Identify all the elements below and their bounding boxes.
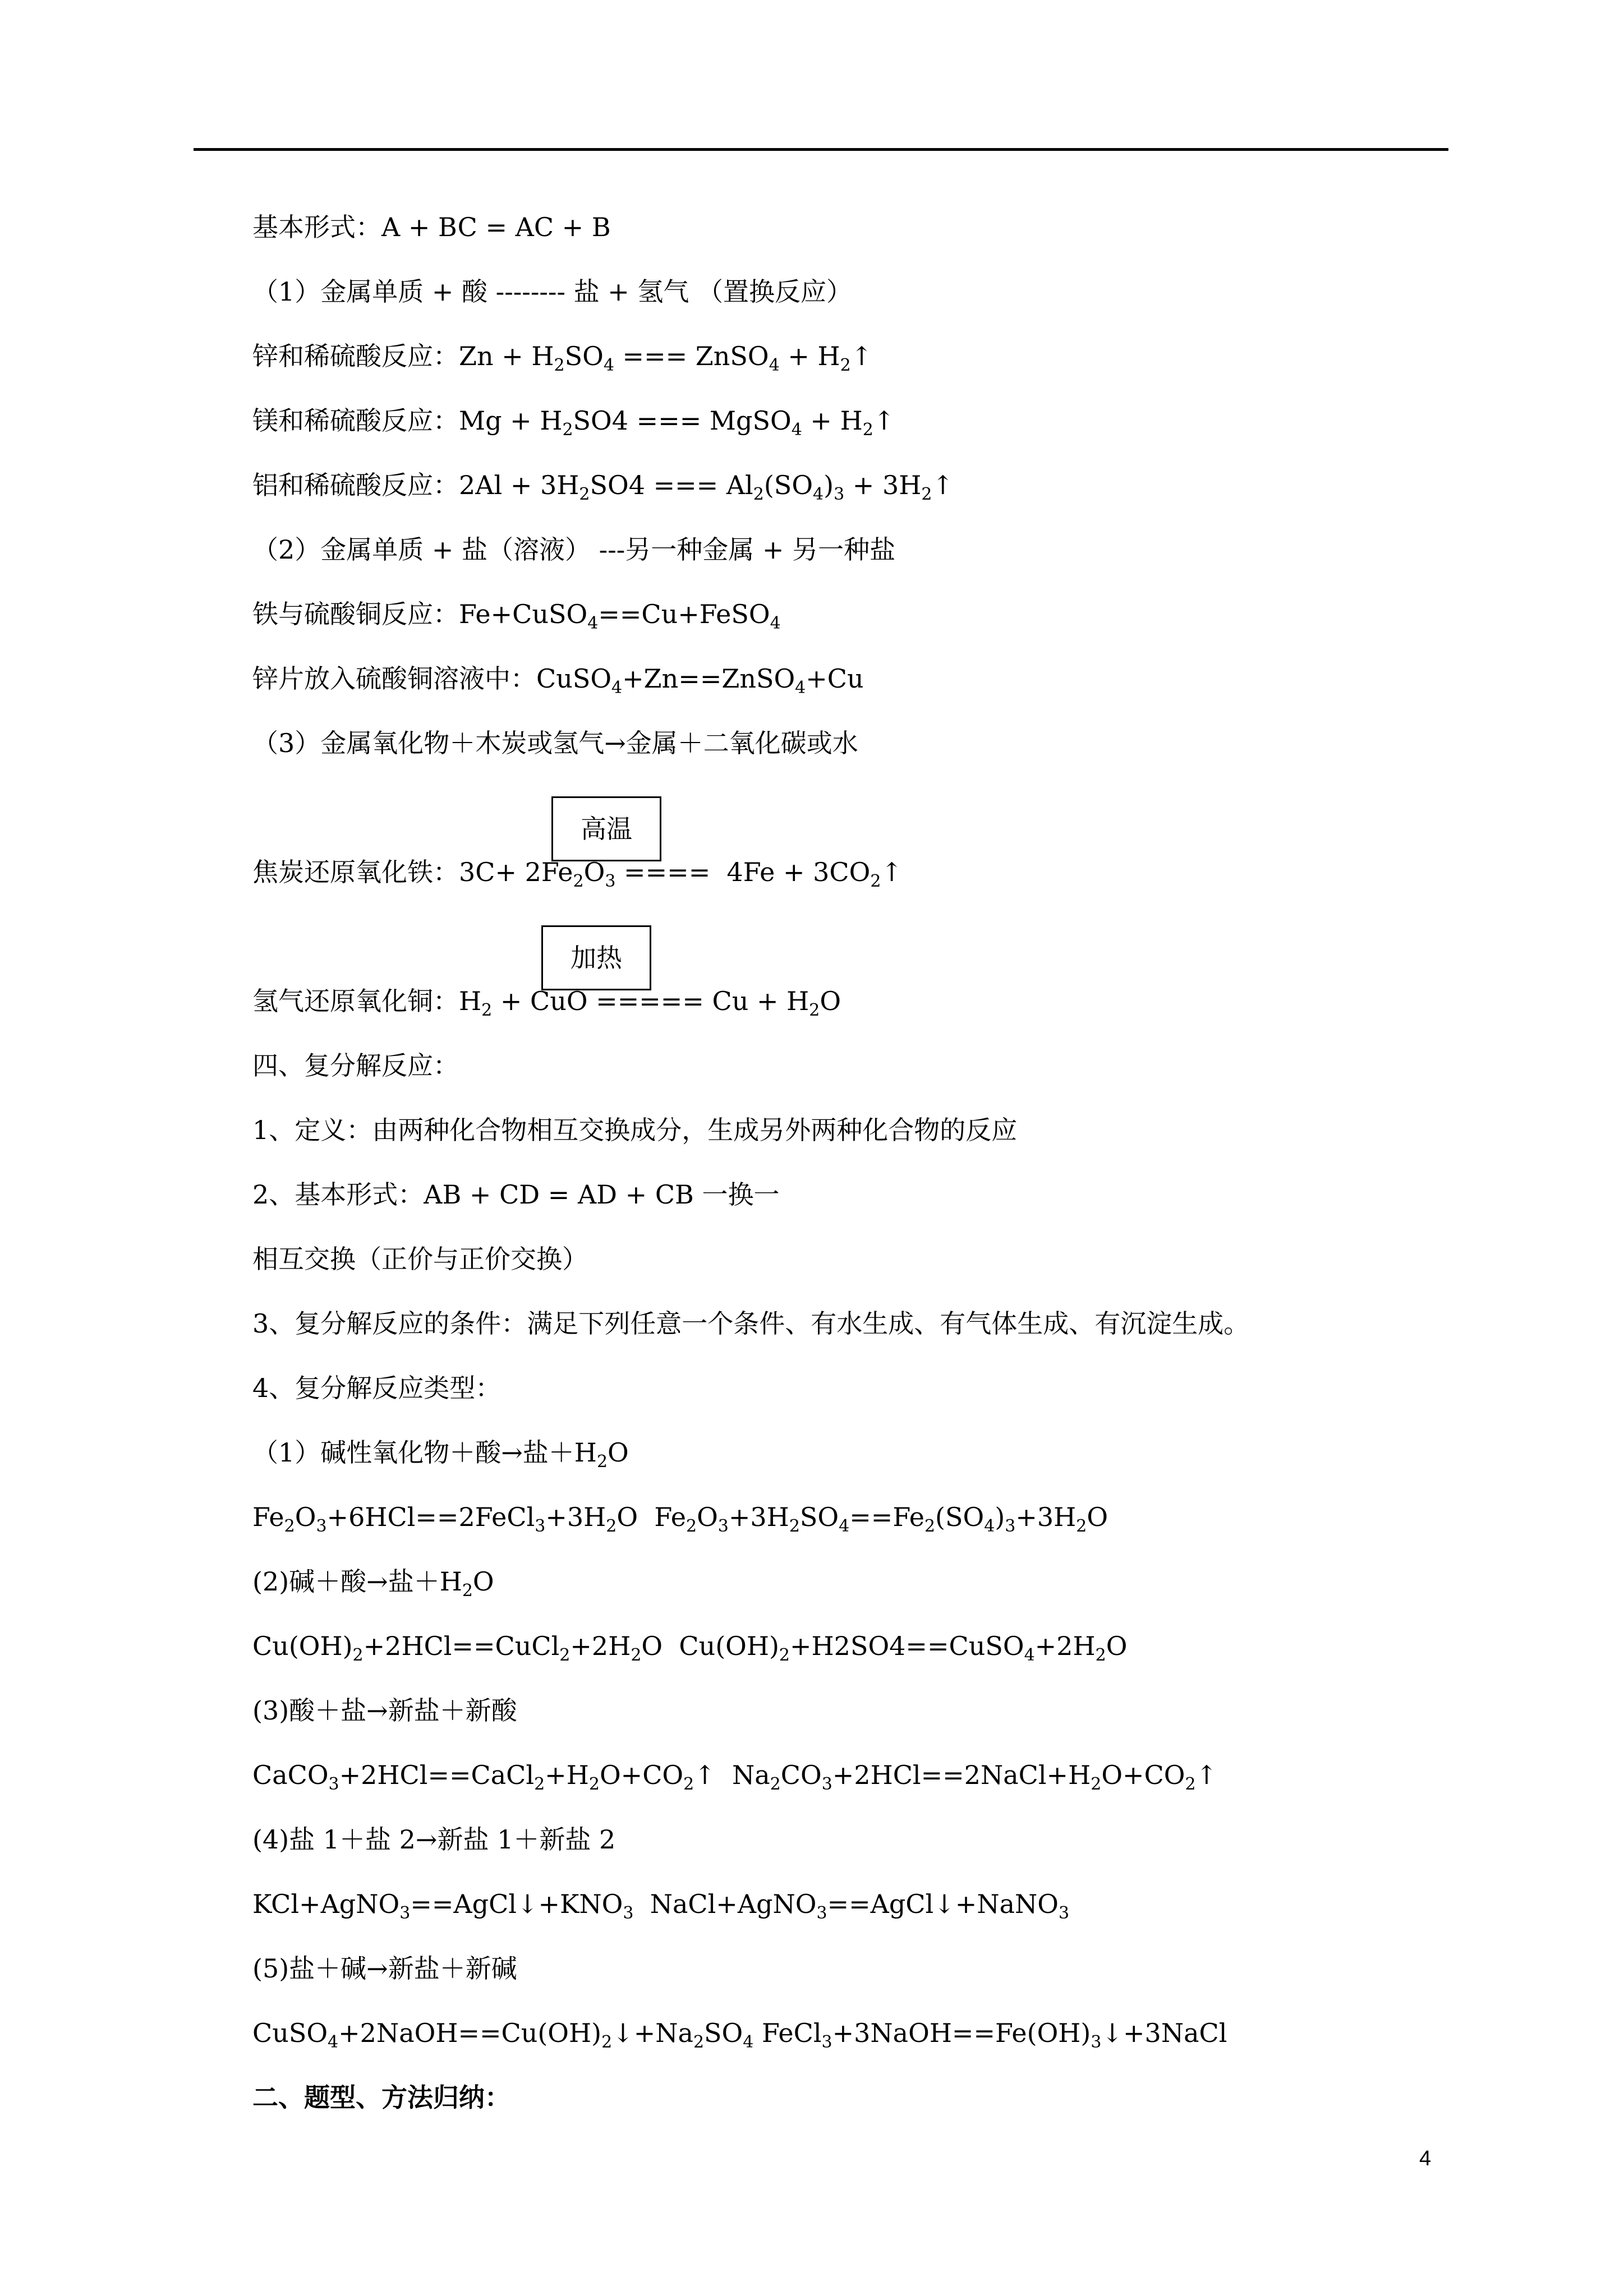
text-segment: 2、基本形式：AB + CD = AD + CB 一换一 [252, 1179, 780, 1210]
text-segment: （3）金属氧化物＋木炭或氢气→金属＋二氧化碳或水 [252, 728, 858, 758]
text-segment: ↓+3NaCl [1101, 2018, 1227, 2048]
text-segment: +3H [728, 1502, 789, 1532]
text-segment: O [1087, 1502, 1108, 1532]
subscript: 2 [789, 1516, 800, 1536]
text-line [252, 1049, 459, 1082]
text-segment: (2)碱＋酸→盐＋H [252, 1566, 462, 1597]
subscript: 2 [921, 485, 932, 504]
section-heading [252, 2081, 510, 2114]
text-segment: (5)盐＋碱→新盐＋新碱 [252, 1953, 517, 1984]
subscript: 4 [328, 2032, 339, 2052]
subscript: 3 [399, 1903, 411, 1923]
text-segment: +3NaOH==Fe(OH) [832, 2018, 1091, 2048]
text-segment: Cu(OH) [252, 1631, 353, 1661]
subscript: 4 [1024, 1645, 1035, 1665]
text-segment: （1）金属单质 + 酸 -------- 盐 + 氢气 （置换反应） [252, 276, 853, 307]
text-segment: 氢气还原氧化铜：H [252, 986, 482, 1016]
text-segment: O Cu(OH) [641, 1631, 779, 1661]
text-segment: CaCO [252, 1760, 329, 1790]
text-line [252, 1371, 501, 1405]
text-segment: ↑ [850, 341, 873, 371]
text-segment: ↑ Na [694, 1760, 770, 1790]
text-segment: ==AgCl↓+KNO [410, 1889, 623, 1919]
text-segment: O [295, 1502, 316, 1532]
text-segment: O [472, 1566, 494, 1597]
text-line [252, 468, 954, 502]
text-segment: 锌片放入硫酸铜溶液中：CuSO [252, 663, 612, 694]
text-segment: +2H [1034, 1631, 1096, 1661]
text-segment: + 3H [844, 470, 922, 500]
text-line [252, 597, 781, 631]
text-segment: （1）碱性氧化物＋酸→盐＋H [252, 1437, 597, 1468]
subscript: 4 [795, 678, 806, 698]
text-segment: ↓+Na [612, 2018, 693, 2048]
text-segment: +2HCl==CuCl [363, 1631, 560, 1661]
text-segment: +H [545, 1760, 589, 1790]
text-segment: O+CO [1101, 1760, 1185, 1790]
subscript: 2 [779, 1645, 790, 1665]
text-segment: 3、复分解反应的条件：满足下列任意一个条件、有水生成、有气体生成、有沉淀生成。 [252, 1308, 1250, 1339]
subscript: 2 [770, 1774, 781, 1794]
text-segment: + H [802, 405, 863, 436]
subscript: 2 [588, 1774, 600, 1794]
text-line [252, 1113, 1017, 1147]
subscript: 4 [770, 614, 781, 633]
subscript: 4 [603, 356, 614, 375]
text-segment: ↑ [881, 857, 903, 887]
page-number: 4 [1419, 2147, 1432, 2170]
text-line [252, 1629, 1127, 1663]
text-segment: 铁与硫酸铜反应：Fe+CuSO [252, 599, 588, 629]
subscript: 4 [984, 1516, 995, 1536]
text-segment: CuSO [252, 2018, 328, 2048]
header-rule [194, 148, 1448, 151]
text-segment: 1、定义：由两种化合物相互交换成分，生成另外两种化合物的反应 [252, 1115, 1018, 1145]
subscript: 2 [870, 872, 881, 891]
subscript: 2 [579, 485, 590, 504]
condition-box-high-temperature: 高温 [551, 796, 661, 861]
text-segment: 相互交换（正价与正价交换） [252, 1244, 588, 1274]
text-segment: 二、题型、方法归纳： [252, 2082, 510, 2113]
text-segment: O Fe [617, 1502, 686, 1532]
text-segment: O [608, 1437, 629, 1468]
subscript: 4 [839, 1516, 850, 1536]
subscript: 3 [834, 485, 845, 504]
subscript: 2 [686, 1516, 697, 1536]
text-line [252, 1565, 494, 1601]
text-segment: 四、复分解反应： [252, 1050, 459, 1081]
text-segment: O [697, 1502, 718, 1532]
text-segment: CO [780, 1760, 822, 1790]
subscript: 3 [623, 1903, 634, 1923]
text-line [252, 1307, 1249, 1340]
text-segment: SO4 === MgSO [573, 405, 792, 436]
subscript: 2 [1185, 1774, 1196, 1794]
text-segment: ==AgCl↓+NaNO [827, 1889, 1059, 1919]
subscript: 2 [562, 420, 573, 440]
text-segment: (3)酸＋盐→新盐＋新酸 [252, 1695, 517, 1726]
text-line [252, 339, 872, 373]
subscript: 2 [462, 1581, 473, 1601]
text-segment: Fe [252, 1502, 284, 1532]
text-line [252, 210, 611, 244]
text-segment: FeCl [753, 2018, 822, 2048]
text-segment: 焦炭还原氧化铁：3C+ 2Fe [252, 857, 573, 887]
text-segment: SO [704, 2018, 743, 2048]
subscript: 3 [1005, 1516, 1016, 1536]
text-segment: O+CO [599, 1760, 684, 1790]
text-line [252, 662, 864, 698]
text-segment: +H2SO4==CuSO [790, 1631, 1024, 1661]
text-segment: （2）金属单质 + 盐（溶液） ---另一种金属 + 另一种盐 [252, 534, 896, 565]
subscript: 4 [743, 2032, 754, 2052]
subscript: 2 [693, 2032, 705, 2052]
subscript: 2 [481, 1001, 493, 1020]
subscript: 3 [328, 1774, 339, 1794]
subscript: 3 [316, 1516, 327, 1536]
subscript: 2 [601, 2032, 613, 2052]
text-segment: KCl+AgNO [252, 1889, 400, 1919]
text-segment: ↑ [1195, 1760, 1218, 1790]
text-segment: SO [564, 341, 604, 371]
text-segment: (SO [763, 470, 813, 500]
text-line [252, 984, 841, 1018]
text-segment: O [1106, 1631, 1128, 1661]
text-segment: +3H [545, 1502, 606, 1532]
text-segment: NaCl+AgNO [633, 1889, 817, 1919]
subscript: 4 [791, 420, 802, 440]
subscript: 2 [924, 1516, 936, 1536]
subscript: 2 [809, 1001, 820, 1020]
text-segment: ↑ [932, 470, 954, 500]
text-line [252, 1694, 517, 1727]
text-segment: +2HCl==CaCl [339, 1760, 535, 1790]
text-line [252, 1758, 1217, 1792]
text-segment: 铝和稀硫酸反应：2Al + 3H [252, 470, 579, 500]
text-line [252, 1887, 1069, 1921]
subscript: 2 [559, 1645, 571, 1665]
text-segment: ) [995, 1502, 1005, 1532]
subscript: 2 [284, 1516, 295, 1536]
subscript: 2 [631, 1645, 642, 1665]
text-segment: 4、复分解反应类型： [252, 1373, 502, 1403]
subscript: 3 [821, 2032, 832, 2052]
text-segment: 基本形式：A + BC = AC + B [252, 212, 611, 242]
text-line [252, 275, 852, 308]
subscript: 2 [862, 420, 873, 440]
text-segment: +Cu [806, 663, 864, 694]
subscript: 3 [535, 1516, 546, 1536]
text-line [252, 855, 903, 889]
subscript: 2 [606, 1516, 617, 1536]
subscript: 2 [352, 1645, 364, 1665]
condition-box-heating: 加热 [541, 925, 651, 990]
subscript: 2 [573, 872, 584, 891]
text-line [252, 1823, 615, 1856]
text-segment: + H [779, 341, 840, 371]
text-segment: ) [823, 470, 834, 500]
subscript: 2 [1091, 1774, 1102, 1794]
subscript: 2 [554, 356, 565, 375]
subscript: 2 [1076, 1516, 1087, 1536]
subscript: 3 [1058, 1903, 1070, 1923]
text-segment: ==Fe [849, 1502, 924, 1532]
text-segment: (4)盐 1＋盐 2→新盐 1＋新盐 2 [252, 1824, 616, 1855]
text-segment: +6HCl==2FeCl [326, 1502, 535, 1532]
text-line [252, 1242, 588, 1276]
text-segment: === ZnSO [614, 341, 769, 371]
subscript: 4 [611, 678, 623, 698]
text-line [252, 2016, 1227, 2050]
text-segment: ==Cu+FeSO [598, 599, 770, 629]
text-line [252, 1178, 779, 1211]
text-segment: +2NaOH==Cu(OH) [338, 2018, 602, 2048]
text-segment: O [583, 857, 605, 887]
subscript: 2 [1095, 1645, 1106, 1665]
text-line [252, 404, 895, 440]
subscript: 2 [534, 1774, 545, 1794]
text-segment: +3H [1015, 1502, 1076, 1532]
text-line [252, 1952, 517, 1985]
text-segment: +2H [570, 1631, 631, 1661]
subscript: 3 [816, 1903, 827, 1923]
text-segment: + CuO ===== Cu + H [492, 986, 809, 1016]
text-segment: O [820, 986, 841, 1016]
text-segment: ↑ [873, 405, 895, 436]
text-segment: (SO [935, 1502, 984, 1532]
subscript: 3 [1091, 2032, 1102, 2052]
text-segment: +Zn==ZnSO [622, 663, 795, 694]
text-segment: 镁和稀硫酸反应：Mg + H [252, 405, 563, 436]
subscript: 4 [587, 614, 599, 633]
subscript: 4 [813, 485, 824, 504]
text-segment: SO [799, 1502, 839, 1532]
text-line [252, 1500, 1108, 1534]
subscript: 2 [840, 356, 851, 375]
subscript: 3 [605, 872, 616, 891]
text-segment: 锌和稀硫酸反应：Zn + H [252, 341, 554, 371]
text-segment: +2HCl==2NaCl+H [832, 1760, 1091, 1790]
subscript: 2 [683, 1774, 694, 1794]
subscript: 4 [769, 356, 780, 375]
subscript: 3 [717, 1516, 729, 1536]
text-line [252, 726, 858, 760]
text-line [252, 1436, 629, 1472]
text-segment: ==== 4Fe + 3CO [615, 857, 871, 887]
text-line [252, 533, 895, 566]
subscript: 2 [753, 485, 764, 504]
text-segment: SO4 === Al [590, 470, 753, 500]
subscript: 2 [596, 1452, 608, 1472]
subscript: 3 [821, 1774, 832, 1794]
